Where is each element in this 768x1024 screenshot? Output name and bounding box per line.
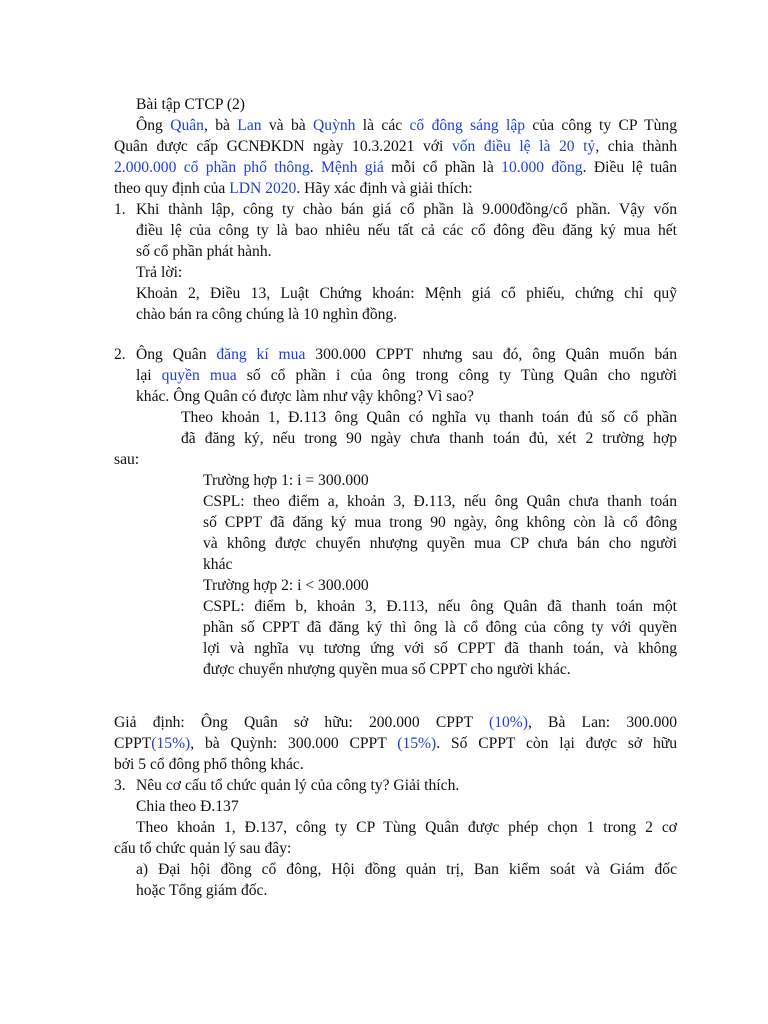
highlight-lan: Lan [237,117,262,134]
case-1-line-1: CSPL: theo điểm a, khoản 3, Đ.113, nếu ông Quân chưa thanh toán [203,493,677,510]
text: Ông Quân [136,346,217,363]
assume-line-2 [114,733,677,754]
intro-line-4 [114,178,677,199]
text: . [309,159,322,176]
q2-number: 2. [114,346,126,363]
case-1-line-3: và không được chuyển nhượng quyền mua CP chưa bán cho người [203,535,677,552]
q2-answer-line-1: Theo khoản 1, Đ.113 ông Quân có nghĩa vụ thanh toán đủ số cổ phần [181,409,677,426]
q2-line-1 [136,344,677,365]
text: Quân được cấp GCNĐKDN ngày 10.3.2021 với [114,138,452,155]
q1-line-1: Khi thành lập, công ty chào bán giá cổ phần là 9.000đồng/cổ phần. Vậy vốn [136,201,677,218]
case-2-line-3: lợi và nghĩa vụ tương ứng với số CPPT đã thanh toán, và không [203,640,677,657]
case-2-line-2: phần số CPPT đã đăng ký thì ông là cổ đông của công ty với quyền [203,619,677,636]
highlight-pct-lan: (15%) [151,735,191,752]
q3-line-2: Chia theo Đ.137 [136,798,239,815]
highlight-dang-ki-mua: đăng kí mua [216,346,306,363]
text: theo quy định của [114,180,230,197]
text: , Bà Lan: 300.000 [527,714,677,731]
title-text: Bài tập CTCP (2) [136,96,246,113]
q2-answer-line-2: đã đăng ký, nếu trong 90 ngày chưa thanh toán đủ, xét 2 trường hợp [181,430,677,447]
highlight-ldn-2020: LDN 2020 [229,180,297,197]
q2-line-2 [136,365,677,386]
highlight-von-dieu-le: vốn điều lệ là 20 tỷ [451,138,596,155]
intro-line-1 [114,115,677,136]
q3-line-6: hoặc Tổng giám đốc. [136,882,268,899]
text: , chia thành [595,138,678,155]
text: của công ty CP Tùng [525,117,677,134]
case-1-title: Trường hợp 1: i = 300.000 [203,472,369,489]
case-2-title: Trường hợp 2: i < 300.000 [203,577,369,594]
text: . Điều lệ tuân [582,159,677,176]
highlight-pct-quynh: (15%) [397,735,437,752]
q2-line-3: khác. Ông Quân có được làm như vậy không? Vì sao? [136,388,474,405]
highlight-co-dong-sang-lap: cổ đông sáng lập [409,117,526,134]
text: Ông [136,117,171,134]
q3-line-3: Theo khoản 1, Đ.137, công ty CP Tùng Quân được phép chọn 1 trong 2 cơ [136,819,677,836]
intro-line-2 [114,136,677,157]
text: lại [136,367,162,384]
highlight-quynh: Quỳnh [313,117,356,134]
text: . Hãy xác định và giải thích: [296,180,473,197]
text: . Số CPPT còn lại được sở hữu [436,735,677,752]
case-1-line-4: khác [203,556,233,573]
q1-line-3: số cổ phần phát hành. [136,243,272,260]
q3-line-4: cấu tổ chức quản lý sau đây: [114,840,292,857]
text: Giả định: Ông Quân sở hữu: 200.000 CPPT [114,714,489,731]
text: và bà [261,117,314,134]
text: là các [355,117,410,134]
q3-number: 3. [114,777,126,794]
case-2-line-1: CSPL: điểm b, khoản 3, Đ.113, nếu ông Quân đã thanh toán một [203,598,677,615]
q1-line-2: điều lệ của công ty là bao nhiêu nếu tất cả các cổ đông đều đăng ký mua hết [136,222,677,239]
q1-answer-line-1: Khoản 2, Điều 13, Luật Chứng khoán: Mệnh giá cổ phiếu, chứng chỉ quỹ [136,285,677,302]
text: , bà Quỳnh: 300.000 CPPT [190,735,398,752]
highlight-pct-quan: (10%) [489,714,528,731]
q2-answer-line-3: sau: [114,451,140,468]
text: 300.000 CPPT nhưng sau đó, ông Quân muốn bán [305,346,677,363]
q1-answer-line-2: chào bán ra công chúng là 10 nghìn đồng. [136,306,398,323]
doc-title [114,94,677,115]
highlight-co-phan: 2.000.000 cổ phần phổ thông [114,159,310,176]
highlight-quyen-mua: quyền mua [161,367,237,384]
q1-number: 1. [114,201,126,218]
highlight-10000-dong: 10.000 đồng [501,159,583,176]
highlight-menh-gia: Mệnh giá [321,159,384,176]
assume-line-1 [114,712,677,733]
text: , bà [203,117,238,134]
q3-line-5: a) Đại hội đồng cổ đông, Hội đồng quản trị, Ban kiểm soát và Giám đốc [136,861,677,878]
q1-answer-label: Trả lời: [136,264,183,281]
text: CPPT [114,735,152,752]
text: mỗi cổ phần là [383,159,502,176]
text: số cổ phần i của ông trong công ty Tùng Quân cho người [236,367,677,384]
q3-line-1: Nêu cơ cấu tổ chức quản lý của công ty? Giải thích. [136,777,460,794]
case-1-line-2: số CPPT đã đăng ký mua trong 90 ngày, ông không còn là cổ đông [203,514,677,531]
highlight-quan: Quân [170,117,204,134]
intro-line-3 [114,157,677,178]
assume-line-3: bởi 5 cổ đông phổ thông khác. [114,756,304,773]
case-2-line-4: được chuyển nhượng quyền mua số CPPT cho người khác. [203,661,571,678]
